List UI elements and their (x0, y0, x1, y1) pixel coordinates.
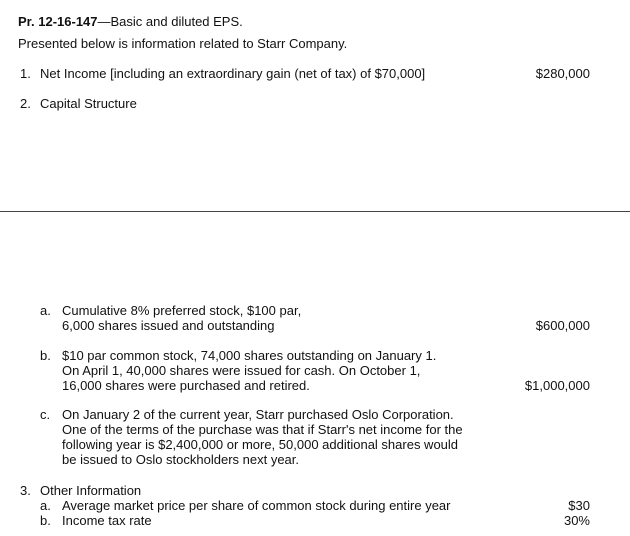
item-1-text: Net Income [including an extraordinary gain (net of tax) of $70,000] (40, 66, 426, 81)
item-2c-line4: be issued to Oslo stockholders next year. (62, 452, 300, 467)
item-3a-letter: a. (40, 498, 51, 513)
item-2-number: 2. (20, 96, 31, 111)
item-2b-line1: $10 par common stock, 74,000 shares outstanding on January 1. (62, 348, 437, 363)
item-3a-text: Average market price per share of common stock during entire year (62, 498, 451, 513)
item-2b-line2: On April 1, 40,000 shares were issued for cash. On October 1, (62, 363, 421, 378)
item-1-amount: $280,000 (535, 66, 590, 81)
item-2a-amount: $600,000 (535, 318, 590, 333)
problem-number: Pr. 12-16-147 (18, 14, 98, 29)
item-2a-line1: Cumulative 8% preferred stock, $100 par, (62, 303, 302, 318)
problem-title-text: Basic and diluted EPS. (110, 14, 243, 29)
item-2c-letter: c. (40, 407, 51, 422)
item-3b-amount: 30% (563, 513, 590, 528)
item-2c-line3: following year is $2,400,000 or more, 50,000 additional shares would (62, 437, 459, 452)
item-2-text: Capital Structure (40, 96, 137, 111)
item-3-number: 3. (20, 483, 31, 498)
item-2c-line2: One of the terms of the purchase was that if Starr's net income for the (62, 422, 463, 437)
problem-intro: Presented below is information related to Starr Company. (18, 36, 348, 51)
problem-title (18, 14, 243, 29)
section-divider (0, 211, 630, 212)
item-2b-amount: $1,000,000 (524, 378, 590, 393)
item-2b-letter: b. (40, 348, 51, 363)
title-dash: — (97, 14, 111, 29)
item-3-text: Other Information (40, 483, 142, 498)
item-2b-line3: 16,000 shares were purchased and retired. (62, 378, 310, 393)
item-1-number: 1. (20, 66, 31, 81)
item-3a-amount: $30 (568, 498, 590, 513)
item-3b-text: Income tax rate (62, 513, 152, 528)
item-2a-line2: 6,000 shares issued and outstanding (62, 318, 275, 333)
item-2a-letter: a. (40, 303, 51, 318)
item-3b-letter: b. (40, 513, 51, 528)
item-2c-line1: On January 2 of the current year, Starr purchased Oslo Corporation. (62, 407, 454, 422)
